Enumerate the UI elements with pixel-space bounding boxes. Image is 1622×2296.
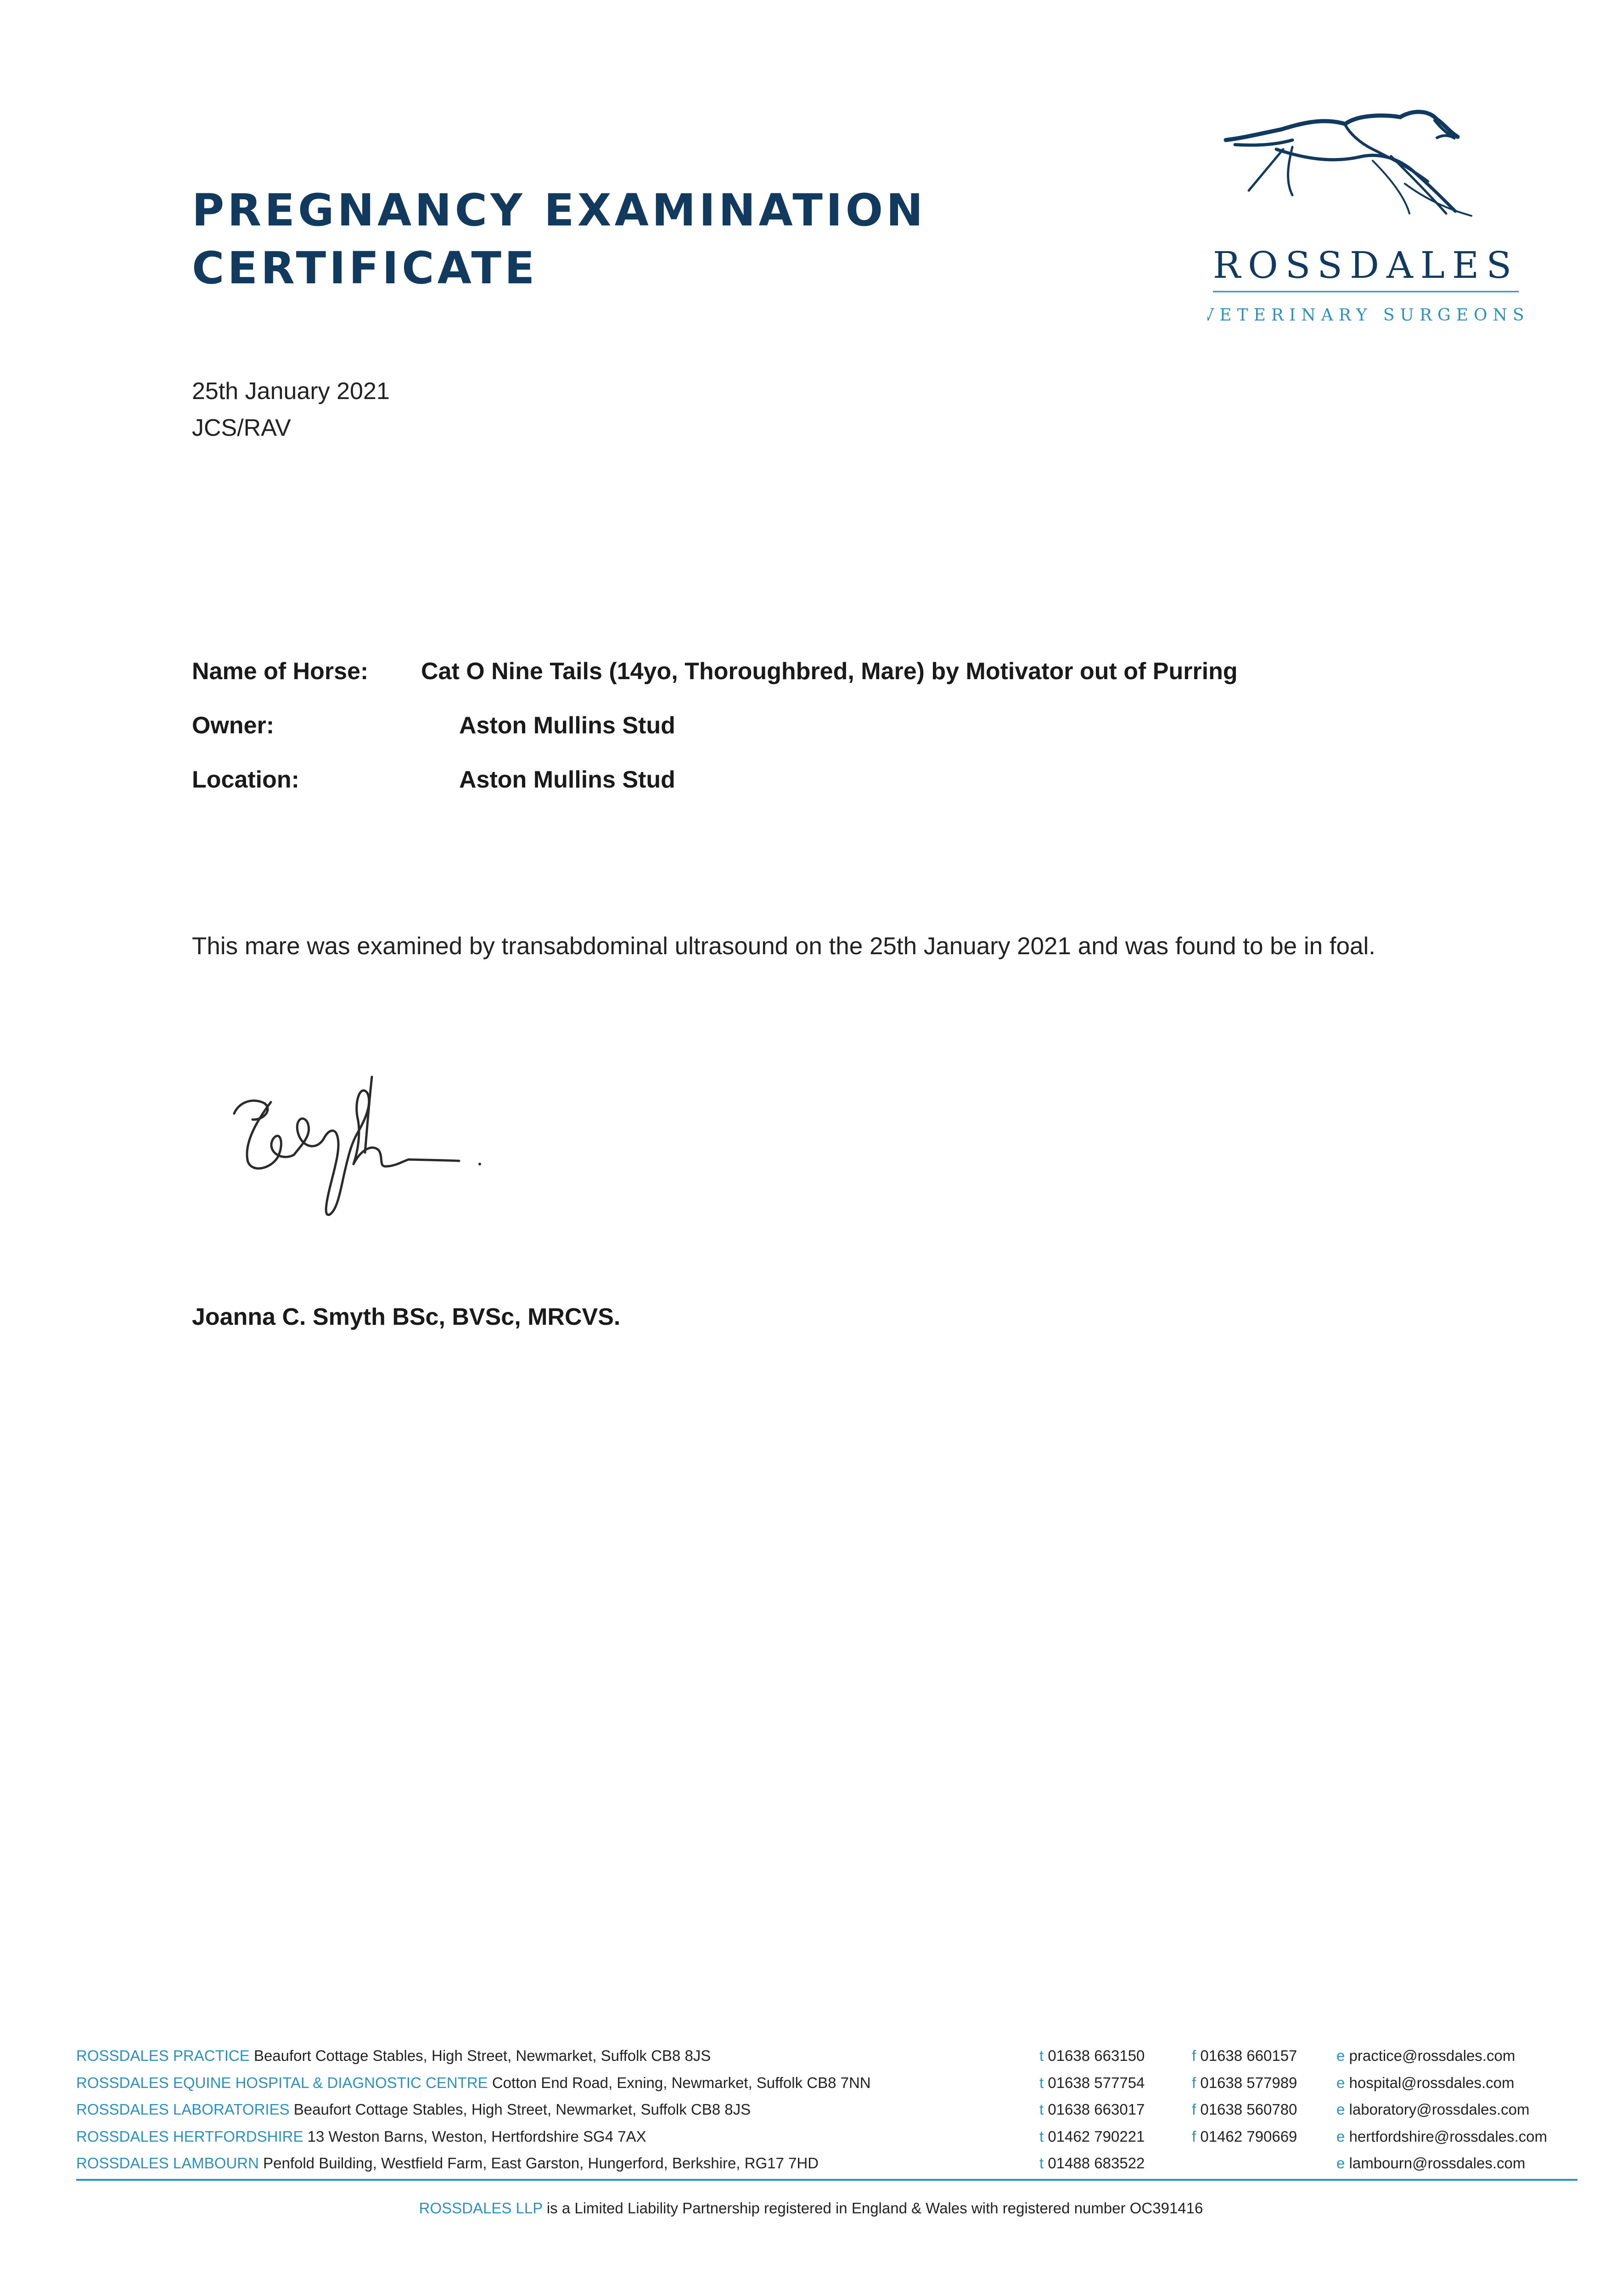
signer-name: Joanna C. Smyth BSc, BVSc, MRCVS. xyxy=(192,1304,621,1330)
footer-fax: 01638 577989 xyxy=(1200,2074,1297,2091)
certificate-title xyxy=(192,181,926,297)
footer-contacts xyxy=(76,2043,1577,2177)
llp-text: is a Limited Liability Partnership registered in England & Wales with registered number OC391416 xyxy=(546,2200,1203,2217)
title-line-1: PREGNANCY EXAMINATION xyxy=(192,185,926,236)
footer-address: 13 Weston Barns, Weston, Hertfordshire SG4 7AX xyxy=(307,2127,646,2145)
footer-phone[interactable]: 01638 663017 xyxy=(1048,2101,1145,2118)
footer-address: Penfold Building, Westfield Farm, East Garston, Hungerford, Berkshire, RG17 7HD xyxy=(263,2155,819,2172)
footer-phone[interactable]: 01462 790221 xyxy=(1048,2127,1145,2145)
footer-org: ROSSDALES EQUINE HOSPITAL & DIAGNOSTIC CENTRE xyxy=(76,2074,488,2091)
owner-value: Aston Mullins Stud xyxy=(459,712,675,739)
brand-name: ROSSDALES xyxy=(1212,244,1519,287)
footer-row-hospital: ROSSDALES EQUINE HOSPITAL & DIAGNOSTIC CENTRE Cotton End Road, Exning, Newmarket, Suffolk CB8 7NN t 01638 577754 f 01638 577989 e hospital@rossdales.com xyxy=(76,2074,1515,2091)
footer-row-lambourn: ROSSDALES LAMBOURN Penfold Building, Westfield Farm, East Garston, Hungerford, Berkshire, RG17 7HD t 01488 683522 e lambourn@rossdales.com xyxy=(76,2155,1526,2172)
rossdales-logo xyxy=(1207,106,1524,335)
footer-phone[interactable]: 01488 683522 xyxy=(1048,2155,1145,2172)
brand-tagline: VETERINARY SURGEONS xyxy=(1207,306,1524,325)
footer-address: Beaufort Cottage Stables, High Street, Newmarket, Suffolk CB8 8JS xyxy=(253,2047,711,2064)
footer-address: Cotton End Road, Exning, Newmarket, Suffolk CB8 7NN xyxy=(492,2074,871,2091)
footer-org: ROSSDALES LABORATORIES xyxy=(76,2101,290,2118)
llp-org: ROSSDALES LLP xyxy=(419,2200,543,2217)
footer-row-laboratories: ROSSDALES LABORATORIES Beaufort Cottage Stables, High Street, Newmarket, Suffolk CB8 8JS t 01638 663017 f 01638 560780 e laboratory@rossdales.com xyxy=(76,2101,1530,2118)
galloping-horse-icon xyxy=(1207,106,1524,335)
owner-label: Owner: xyxy=(192,712,275,739)
footer-email[interactable]: practice@rossdales.com xyxy=(1349,2047,1515,2064)
document-meta xyxy=(192,373,390,446)
footer-org: ROSSDALES LAMBOURN xyxy=(76,2155,259,2172)
footer-divider xyxy=(76,2179,1577,2181)
title-line-2: CERTIFICATE xyxy=(192,242,538,294)
horse-name-label: Name of Horse: xyxy=(192,658,369,685)
horse-name-value: Cat O Nine Tails (14yo, Thoroughbred, Mare) by Motivator out of Purring xyxy=(421,658,1238,685)
footer-fax: 01638 560780 xyxy=(1200,2101,1297,2118)
footer-phone[interactable]: 01638 577754 xyxy=(1048,2074,1145,2091)
examination-statement: This mare was examined by transabdominal ultrasound on the 25th January 2021 and was found to be in foal. xyxy=(192,933,1375,960)
issue-date: 25th January 2021 xyxy=(192,378,390,405)
footer-email[interactable]: hospital@rossdales.com xyxy=(1349,2074,1515,2091)
footer-org: ROSSDALES PRACTICE xyxy=(76,2047,250,2064)
handwritten-signature-icon xyxy=(220,1070,514,1235)
footer-email[interactable]: hertfordshire@rossdales.com xyxy=(1349,2127,1548,2145)
llp-notice xyxy=(0,2200,1622,2217)
footer-row-hertfordshire: ROSSDALES HERTFORDSHIRE 13 Weston Barns, Weston, Hertfordshire SG4 7AX t 01462 790221 f 01462 790669 e hertfordshire@rossdales.com xyxy=(76,2127,1548,2145)
footer-org: ROSSDALES HERTFORDSHIRE xyxy=(76,2127,303,2145)
footer-fax: 01462 790669 xyxy=(1200,2127,1297,2145)
footer-email[interactable]: laboratory@rossdales.com xyxy=(1349,2101,1530,2118)
footer-fax: 01638 660157 xyxy=(1200,2047,1297,2064)
location-label: Location: xyxy=(192,766,299,793)
footer-address: Beaufort Cottage Stables, High Street, Newmarket, Suffolk CB8 8JS xyxy=(293,2101,751,2118)
footer-phone[interactable]: 01638 663150 xyxy=(1048,2047,1145,2064)
footer-row-practice: ROSSDALES PRACTICE Beaufort Cottage Stables, High Street, Newmarket, Suffolk CB8 8JS t 01638 663150 f 01638 660157 e practice@rossdales.com xyxy=(76,2047,1515,2064)
signature xyxy=(220,1070,514,1235)
footer-email[interactable]: lambourn@rossdales.com xyxy=(1349,2155,1526,2172)
location-value: Aston Mullins Stud xyxy=(459,766,675,793)
reference-code: JCS/RAV xyxy=(192,415,291,441)
